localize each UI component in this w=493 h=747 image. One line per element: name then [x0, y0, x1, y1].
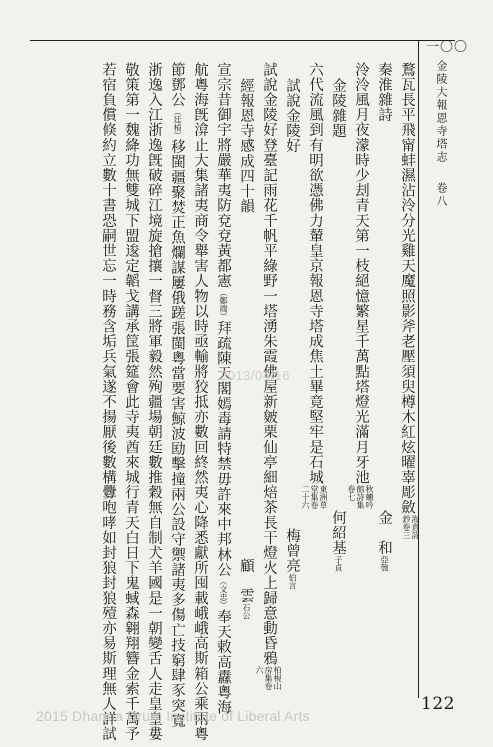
text-column-12: 浙逸入江浙逸旣破碎江境旋搶攘一督三將軍毅然殉疆場朝廷數推穀無自制犬羊國是一朝變舌人走皇皇婁	[146, 62, 162, 742]
poem-title-1: 秦淮雜詩	[376, 62, 392, 123]
poem-author-3: 梅曾亮伯言	[284, 528, 300, 590]
text-column-5: 六代流風到有明欲憑佛力輦皇京報恩寺塔成焦土畢竟堅牢是石城東洲草堂集卷二十六	[301, 62, 328, 509]
text-column-1: 鶩瓦長平飛甯蚌濕沾泠分光雞天魔照影斧老壓須臾樽木紅炫曜辜彫斂海倉詩鈔卷三	[399, 62, 420, 539]
text-column-14: 若宿負償倏約立數十書恐嗣世忘一時務含垢兵氣遂不揚厭後數構釁咆哮如封狼封狼殪亦易斯理無人詳試	[100, 62, 116, 742]
poem-author-2: 何紹基子貞	[330, 510, 346, 572]
footer-credit: 2015 Dharma Drum Institute of Liberal Arts	[36, 708, 310, 724]
scan-watermark: 2013/04/16	[220, 368, 291, 383]
text-column-9: 宣宗昔御宇將嚴華夷防兗兗黃都憲（鄭端）拜疏陳天閣嫣毒請特禁毋許來中邦林公（文忠）奉天敕高纛粵海	[215, 62, 231, 715]
poem-author-1: 金 和亞匏	[376, 510, 392, 572]
text-column-3: 泠泠風月夜濛時少刦青天第一枝絕憶繁星千萬點塔燈光滿月牙池秋蟪吟館詩集卷七	[347, 62, 374, 509]
top-rule	[30, 40, 455, 41]
book-title: 金陵大報恩寺塔志	[435, 60, 448, 164]
poem-title-4: 經報恩寺感成四十韻	[238, 78, 254, 214]
poem-title-3: 試說金陵好	[284, 78, 300, 154]
page-number-bottom: 122	[421, 694, 455, 714]
poem-author-4: 顧 雲石公	[238, 558, 254, 620]
running-header	[431, 60, 449, 208]
poem-title-2: 金陵雜題	[330, 78, 346, 139]
volume-label: 卷八	[435, 182, 448, 208]
text-column-11: 節鄧公（廷楨）移閩疆聚焚正魚爛謀屢俄蹉張閩粵當要害鯨波劻擊撞兩公設守禦諸夷多傷亡技窮肆豕突寬	[169, 62, 185, 729]
text-column-13: 敬策第一魏絳功無雙城下盟逡定韜戈講承筐張筵會此寺夷酋來城行青天白日下鬼蜮森翱翔簪金索千萬予	[123, 62, 139, 742]
page-number-top: 一〇〇	[426, 40, 469, 55]
text-column-10: 航粵海旣渰止大集諸夷商令舉害人物以時亟輸將狡抵亦數回終然夷心降悉獻所囤載峨峨高斯箱公乘兩粵	[192, 62, 208, 742]
text-column-7: 試說金陵好登臺記雨花千帆平綠野一塔湧朱霞佛屋新皴栗仙亭細焙茶長干燈火上歸意動昏鴉柏梘山房集卷六	[255, 62, 282, 690]
